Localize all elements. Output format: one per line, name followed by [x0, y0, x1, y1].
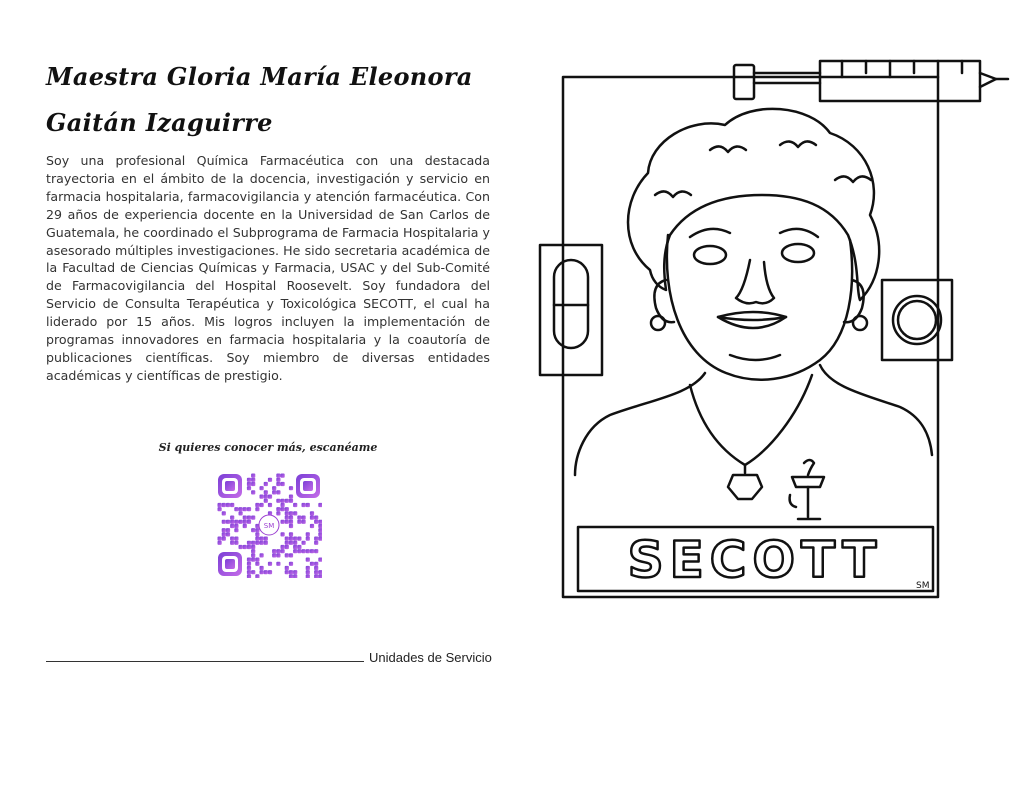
qr-finder-bottom-left: [218, 552, 242, 576]
qr-center-logo: [259, 515, 279, 535]
qr-caption: Si quieres conocer más, escanéame: [158, 441, 378, 454]
capsule-icon: [540, 245, 602, 375]
qr-finder-top-right: [296, 474, 320, 498]
qr-code[interactable]: [216, 472, 322, 578]
biography-text: Soy una profesional Química Farmacéutica con una destacada trayectoria en el ámbito de la docencia, investigación y servicio en farmacia hospitalaria, farmacovigilancia y atención farmacéutica. Con 29 años de experiencia docente en la Universidad de San Carlos de Guatemala, he coordinado el Subprograma de Farmacia Hospitalaria y asesorado múltiples investigaciones. He sido secretaria académica de la Facultad de Ciencias Químicas y Farmacia, USAC y del Sub-Comité de Farmacovigilancia del Hospital Roosevelt. Soy fundadora del Servicio de Consulta Terapéutica y Toxicológica SECOTT, el cual ha liderado por 15 años. Mis logros incluyen la implementación de programas innovadores en farmacia hospitalaria y la coautoría de publicaciones científicas. Soy miembro de diversas entidades académicas y científicas de prestigio.: [46, 153, 490, 383]
svg-text:SECOTT: SECOTT: [627, 531, 883, 589]
artist-mark: SM: [916, 581, 930, 591]
secott-banner: [578, 527, 933, 591]
right-eye: [782, 244, 814, 262]
syringe-icon: [734, 61, 1008, 101]
portrait-illustration: [530, 55, 1010, 605]
pendant: [728, 475, 762, 499]
signature-blank[interactable]: [46, 651, 364, 662]
pharmacy-emblem-icon: [790, 460, 824, 519]
tablet-icon: [882, 280, 952, 360]
service-units-label: Unidades de Servicio: [369, 650, 492, 665]
hair: [628, 109, 879, 300]
service-units-line: [46, 650, 490, 665]
left-eye: [694, 246, 726, 264]
svg-text:SM: SM: [263, 522, 275, 530]
qr-finder-top-left: [218, 474, 242, 498]
page-title: Maestra Gloria María Eleonora Gaitán Izaguirre: [46, 62, 473, 137]
